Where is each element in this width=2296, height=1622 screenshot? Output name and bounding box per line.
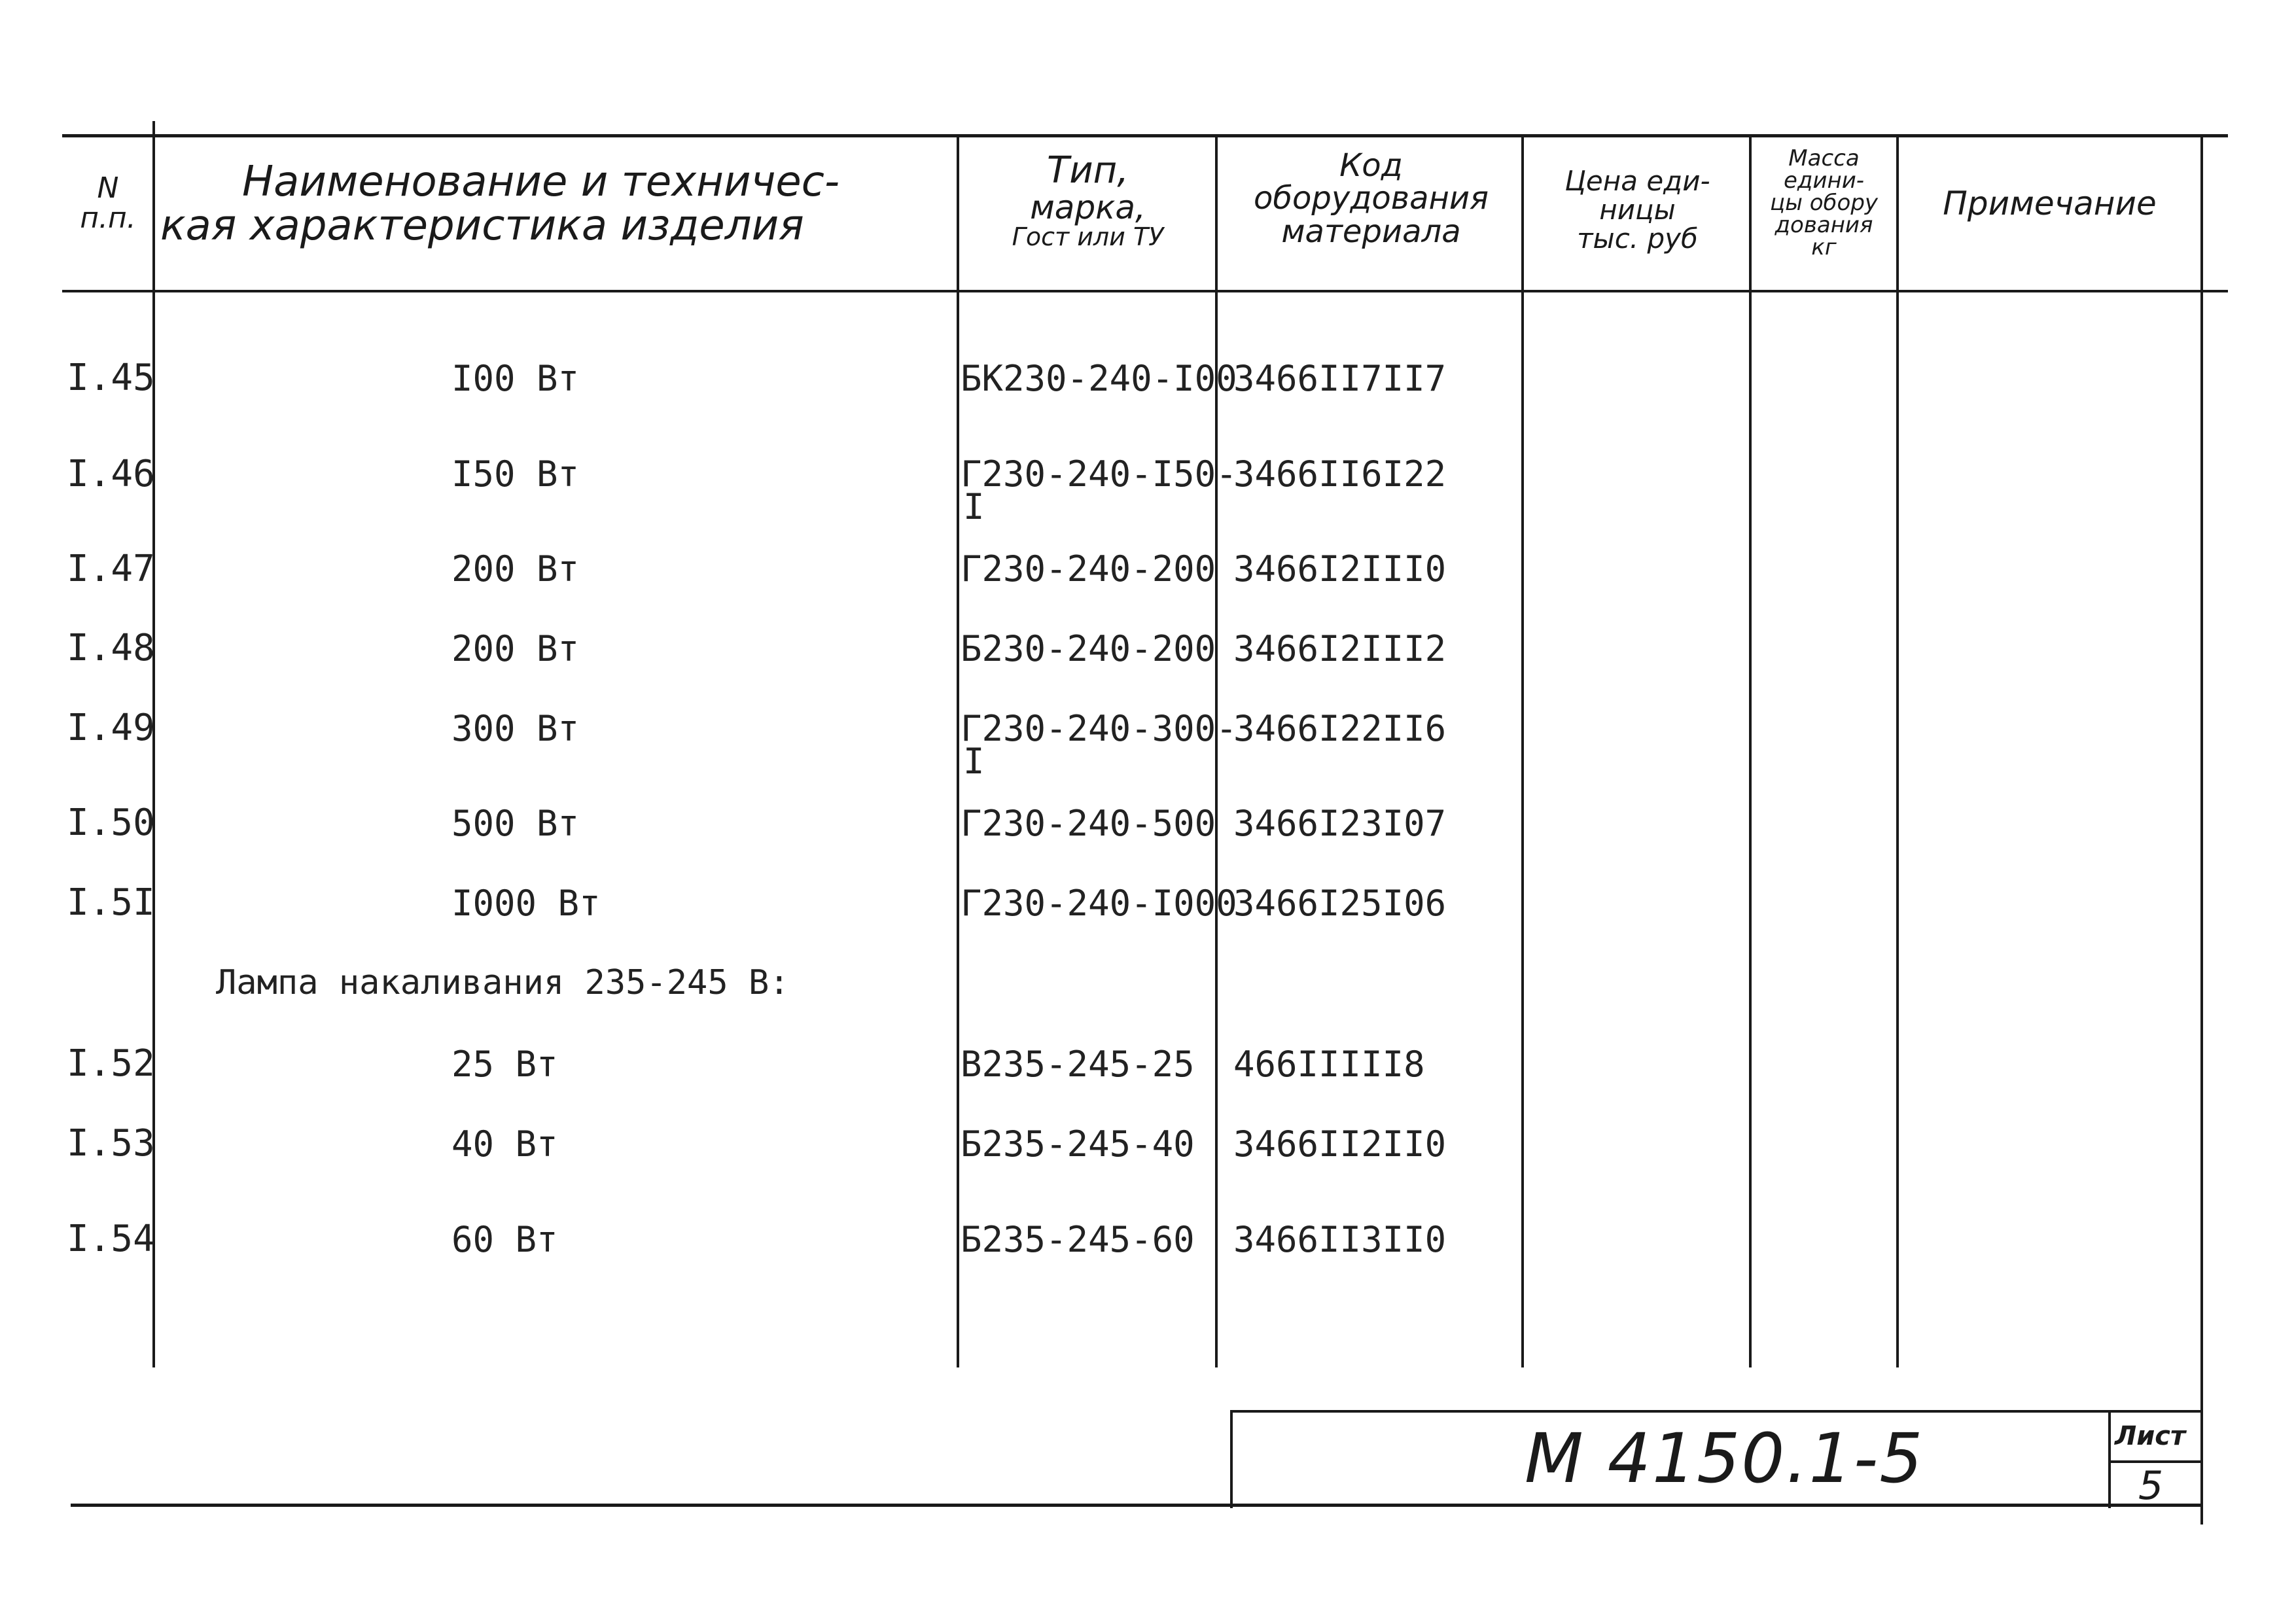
header-mass-line2: едини- — [1783, 167, 1865, 194]
row-name: I50 Вт — [451, 453, 580, 495]
header-type-line3: Гост или ТУ — [1012, 222, 1164, 252]
row-number: I.48 — [67, 627, 155, 669]
row-code: 3466I2III0 — [1233, 548, 1447, 590]
row-code: 3466I22II6 — [1233, 708, 1447, 749]
row-code: 3466II6I22 — [1233, 453, 1447, 495]
row-name: 60 Вт — [451, 1219, 558, 1260]
row-number: I.47 — [67, 548, 155, 590]
stamp-left-border — [1230, 1410, 1233, 1508]
header-price-line1: Цена еди- — [1564, 165, 1710, 197]
row-type-continuation: I — [963, 741, 985, 782]
row-type: В235-245-25 — [961, 1044, 1195, 1085]
header-mass-line3: цы обору — [1769, 190, 1879, 216]
header-type-line2: марка, — [1030, 188, 1146, 226]
row-number: I.50 — [67, 802, 155, 844]
header-mass — [1754, 147, 1894, 258]
row-code: 3466II2II0 — [1233, 1123, 1447, 1165]
row-name: 500 Вт — [451, 803, 580, 844]
row-number: I.53 — [67, 1122, 155, 1165]
row-name: 200 Вт — [451, 628, 580, 669]
row-name: I00 Вт — [451, 358, 580, 399]
header-code-line2: оборудования — [1254, 180, 1489, 217]
row-code: 3466II7II7 — [1233, 358, 1447, 399]
column-divider-4 — [1521, 134, 1524, 1367]
sheet-label: Лист — [2115, 1421, 2186, 1451]
header-note — [1901, 186, 2199, 221]
drawing-designation: М 4150.1-5 — [1525, 1419, 1924, 1498]
header-type-line1: Тип, — [1046, 149, 1129, 192]
table-right-border — [2200, 134, 2203, 1525]
row-number: I.49 — [67, 707, 155, 749]
sheet-number: 5 — [2138, 1463, 2164, 1509]
page-bottom-border — [71, 1504, 2202, 1507]
row-name: 300 Вт — [451, 708, 580, 749]
header-bottom-border — [62, 290, 2228, 292]
header-num-label: N п.п. — [80, 171, 136, 236]
row-type: Г230-240-I50- — [961, 453, 1237, 495]
row-type: Б230-240-200 — [961, 628, 1216, 669]
header-name — [160, 158, 945, 251]
header-code — [1222, 149, 1520, 248]
row-type: Г230-240-I000 — [961, 883, 1237, 924]
header-price — [1528, 167, 1747, 253]
table-top-border — [62, 134, 2228, 137]
row-code: 466IIIII8 — [1233, 1044, 1425, 1085]
row-name: 40 Вт — [451, 1123, 558, 1165]
column-divider-3 — [1215, 134, 1218, 1367]
row-name: 200 Вт — [451, 548, 580, 590]
row-name: 25 Вт — [451, 1044, 558, 1085]
column-divider-6 — [1896, 134, 1899, 1367]
row-type: Г230-240-200 — [961, 548, 1216, 590]
row-number: I.54 — [67, 1218, 155, 1260]
row-type: Б235-245-40 — [961, 1123, 1195, 1165]
row-number: I.5I — [67, 881, 155, 924]
header-num — [65, 173, 150, 234]
row-type: Г230-240-500 — [961, 803, 1216, 844]
header-mass-line5: кг — [1811, 234, 1837, 260]
stamp-top-border — [1230, 1410, 2202, 1413]
row-code: 3466I23I07 — [1233, 803, 1447, 844]
row-code: 3466I2III2 — [1233, 628, 1447, 669]
row-number: I.52 — [67, 1042, 155, 1085]
stamp-sheet-divider — [2108, 1410, 2111, 1508]
row-type-continuation: I — [963, 486, 985, 527]
section-heading: Лампа накаливания 235-245 В: — [216, 963, 790, 1002]
header-mass-line4: дования — [1775, 212, 1873, 238]
header-code-line3: материала — [1281, 213, 1461, 250]
header-name-line1: Наименование и техничес- — [242, 158, 840, 206]
header-price-line2: ницы — [1599, 194, 1676, 226]
column-divider-5 — [1749, 134, 1752, 1367]
row-number: I.45 — [67, 357, 155, 399]
row-type: Г230-240-300- — [961, 708, 1237, 749]
header-note-label: Примечание — [1943, 185, 2157, 222]
header-type — [962, 149, 1214, 252]
row-type: Б235-245-60 — [961, 1219, 1195, 1260]
header-price-line3: тыс. руб — [1577, 222, 1698, 255]
column-divider-2 — [957, 134, 959, 1367]
row-number: I.46 — [67, 453, 155, 495]
row-code: 3466II3II0 — [1233, 1219, 1447, 1260]
row-type: БК230-240-I00 — [961, 358, 1237, 399]
header-mass-line1: Масса — [1788, 145, 1860, 171]
row-name: I000 Вт — [451, 883, 601, 924]
header-name-line2: кая характеристика изделия — [160, 202, 804, 251]
header-code-line1: Код — [1339, 147, 1403, 184]
row-code: 3466I25I06 — [1233, 883, 1447, 924]
